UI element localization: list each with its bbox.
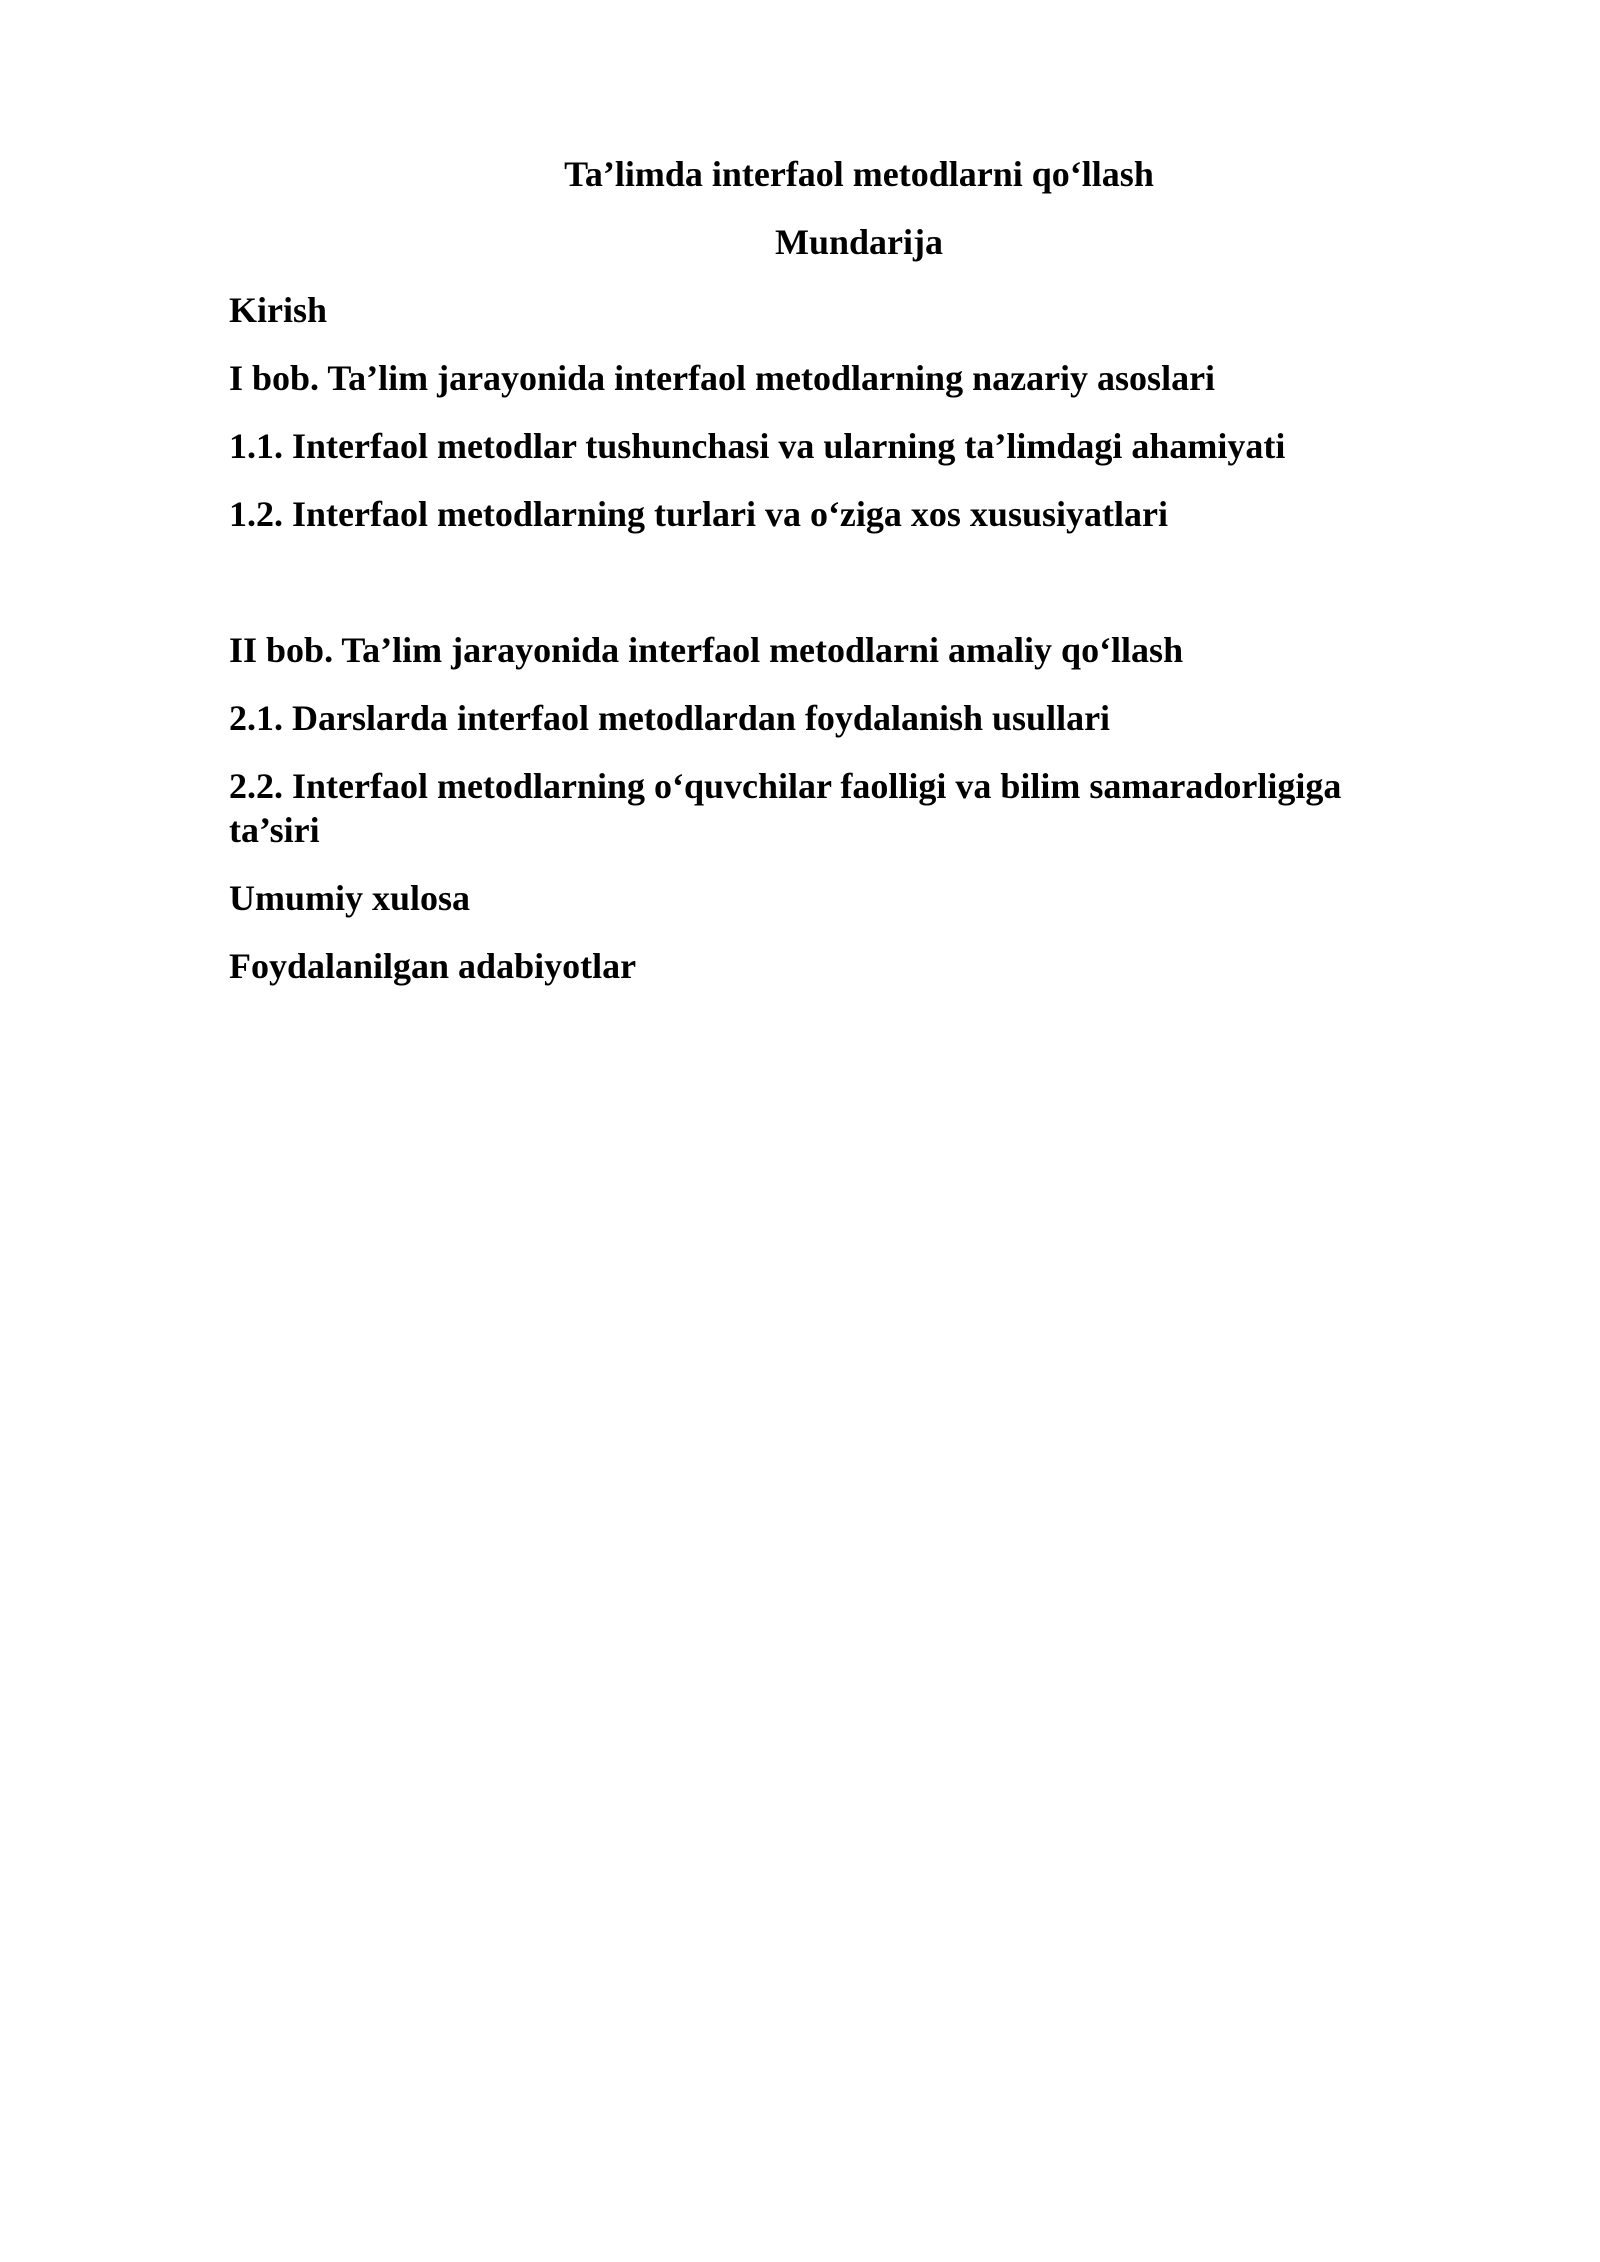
toc-item-chapter-2: II bob. Ta’lim jarayonida interfaol metodlarni amaliy qo‘llash xyxy=(229,630,1184,670)
toc-item-section-2-2: 2.2. Interfaol metodlarning o‘quvchilar faolligi va bilim samaradorligiga ta’siri xyxy=(229,766,1342,850)
toc-item-section-2-1: 2.1. Darslarda interfaol metodlardan foydalanish usullari xyxy=(229,698,1111,738)
toc-item-section-1-2: 1.2. Interfaol metodlarning turlari va o‘ziga xos xususiyatlari xyxy=(229,494,1168,534)
toc-item-section-1-1: 1.1. Interfaol metodlar tushunchasi va ularning ta’limdagi ahamiyati xyxy=(229,426,1286,466)
toc-item-introduction: Kirish xyxy=(229,290,328,330)
toc-item-chapter-1: I bob. Ta’lim jarayonida interfaol metodlarning nazariy asoslari xyxy=(229,358,1216,398)
toc-heading: Mundarija xyxy=(774,222,943,262)
document-title: Ta’limda interfaol metodlarni qo‘llash xyxy=(564,154,1154,194)
toc-item-conclusion: Umumiy xulosa xyxy=(229,878,471,918)
toc-item-references: Foydalanilgan adabiyotlar xyxy=(229,946,637,986)
table-of-contents xyxy=(229,288,1409,1012)
